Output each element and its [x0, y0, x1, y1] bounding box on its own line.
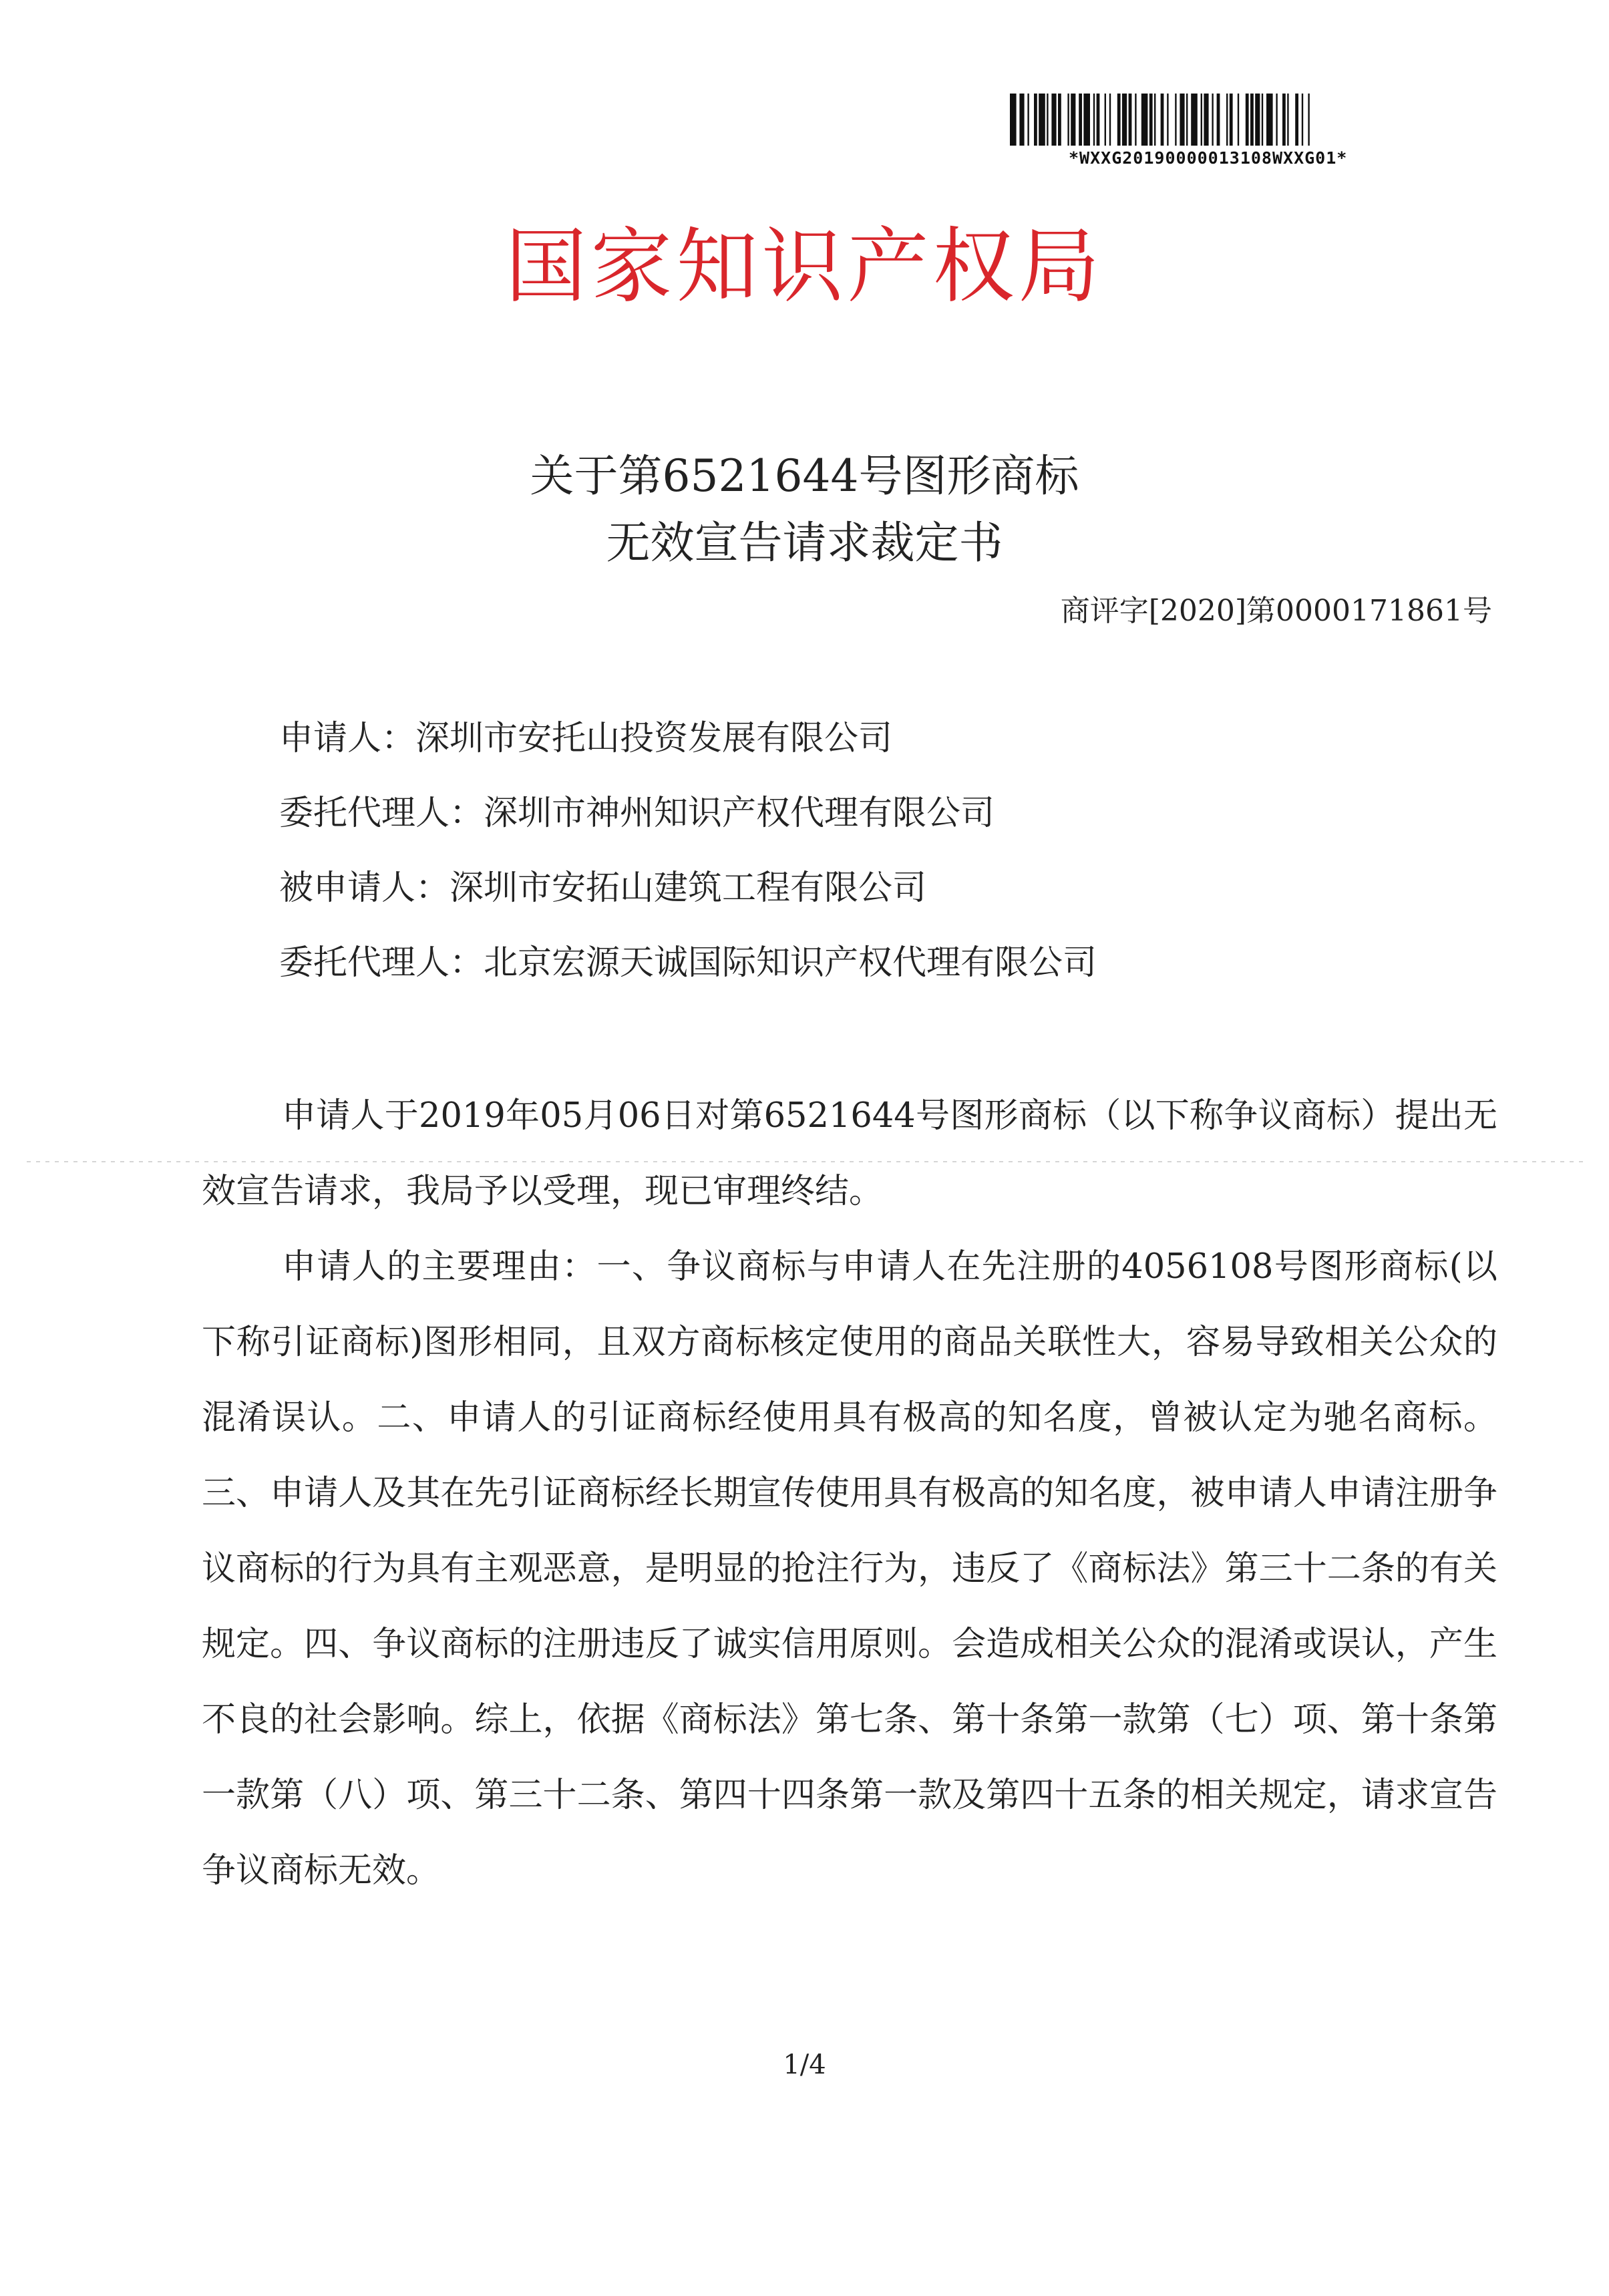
barcode-bar	[1230, 94, 1233, 146]
barcode-bar	[1122, 94, 1127, 146]
barcode-bar	[1226, 94, 1228, 146]
party-respondent: 被申请人：深圳市安拓山建筑工程有限公司	[279, 868, 927, 908]
barcode-bar	[1180, 94, 1184, 146]
barcode-bar	[1276, 94, 1277, 146]
barcode-bar	[1027, 94, 1029, 146]
barcode-bar	[1167, 94, 1168, 146]
barcode-bar	[1175, 94, 1176, 146]
barcode	[1010, 94, 1427, 146]
barcode-bar	[1051, 94, 1056, 146]
barcode-bar	[1079, 94, 1082, 146]
barcode-bar	[1135, 94, 1136, 146]
barcode-bar	[1067, 94, 1069, 146]
barcode-bar	[1287, 94, 1288, 146]
barcode-bar	[1238, 94, 1239, 146]
barcode-bar	[1161, 94, 1164, 146]
document-title-line-1: 关于第6521644号图形商标	[530, 450, 1079, 502]
barcode-bar	[1302, 94, 1303, 146]
barcode-bar	[1201, 94, 1202, 146]
barcode-bar	[1149, 94, 1153, 146]
barcode-bar	[1217, 94, 1220, 146]
barcode-bar	[1047, 94, 1048, 146]
body-paragraph-2: 申请人的主要理由：一、争议商标与申请人在先注册的4056108号图形商标(以下称引证商标)图形相同，且双方商标核定使用的商品关联性大，容易导致相关公众的混淆误认。二、申请人的引证商标经使用具有极高的知名度，曾被认定为驰名商标。三、申请人及其在先引证商标经长期宣传使用具有极高的知名度，被申请人申请注册争议商标的行为具有主观恶意，是明显的抢注行为，违反了《商标法》第三十二条的有关规定。四、争议商标的注册违反了诚实信用原则。会造成相关公众的混淆或误认，产生不良的社会影响。综上，依据《商标法》第七条、第十条第一款第（七）项、第十条第一款第（八）项、第三十二条、第四十四条第一款及第四十五条的相关规定，请求宣告争议商标无效。	[202, 1247, 1497, 1891]
body-paragraph-1: 申请人于2019年05月06日对第6521644号图形商标（以下称争议商标）提出无效宣告请求，我局予以受理，现已审理终结。	[202, 1096, 1497, 1211]
barcode-bar	[1262, 94, 1263, 146]
barcode-bar	[1154, 94, 1155, 146]
document-title-line-2: 无效宣告请求裁定书	[606, 517, 1003, 568]
barcode-bar	[1039, 94, 1045, 146]
barcode-bar	[1212, 94, 1213, 146]
barcode-bar	[1097, 94, 1100, 146]
barcode-bar	[1186, 94, 1188, 146]
barcode-bar	[1141, 94, 1148, 146]
barcode-bar	[1295, 94, 1298, 146]
barcode-bar	[1058, 94, 1061, 146]
barcode-bar	[1019, 94, 1024, 146]
barcode-bar	[1093, 94, 1095, 146]
party-respondent-agent: 委托代理人：北京宏源天诚国际知识产权代理有限公司	[279, 943, 1097, 983]
barcode-bar	[1250, 94, 1254, 146]
barcode-bar	[1282, 94, 1286, 146]
barcode-graphic	[1010, 94, 1427, 146]
document-number: 商评字[2020]第0000171861号	[1060, 594, 1492, 628]
barcode-bar	[1204, 94, 1208, 146]
barcode-bar	[1308, 94, 1309, 146]
barcode-bar	[1191, 94, 1198, 146]
party-applicant-agent: 委托代理人：深圳市神州知识产权代理有限公司	[279, 794, 995, 833]
agency-name: 国家知识产权局	[505, 219, 1104, 314]
barcode-bar	[1071, 94, 1075, 146]
barcode-bar	[1034, 94, 1037, 146]
page-number: 1/4	[783, 2049, 826, 2080]
party-applicant: 申请人：深圳市安托山投资发展有限公司	[279, 719, 893, 758]
barcode-bar	[1246, 94, 1249, 146]
barcode-bar	[1255, 94, 1260, 146]
barcode-bar	[1129, 94, 1132, 146]
scan-artifact-line	[27, 1161, 1583, 1162]
barcode-bar	[1010, 94, 1017, 146]
barcode-code-text: *WXXG20190000013108WXXG01*	[1069, 148, 1348, 168]
barcode-bar	[1266, 94, 1273, 146]
barcode-bar	[1117, 94, 1121, 146]
barcode-bar	[1109, 94, 1111, 146]
barcode-bar	[1083, 94, 1090, 146]
barcode-bar	[1105, 94, 1106, 146]
